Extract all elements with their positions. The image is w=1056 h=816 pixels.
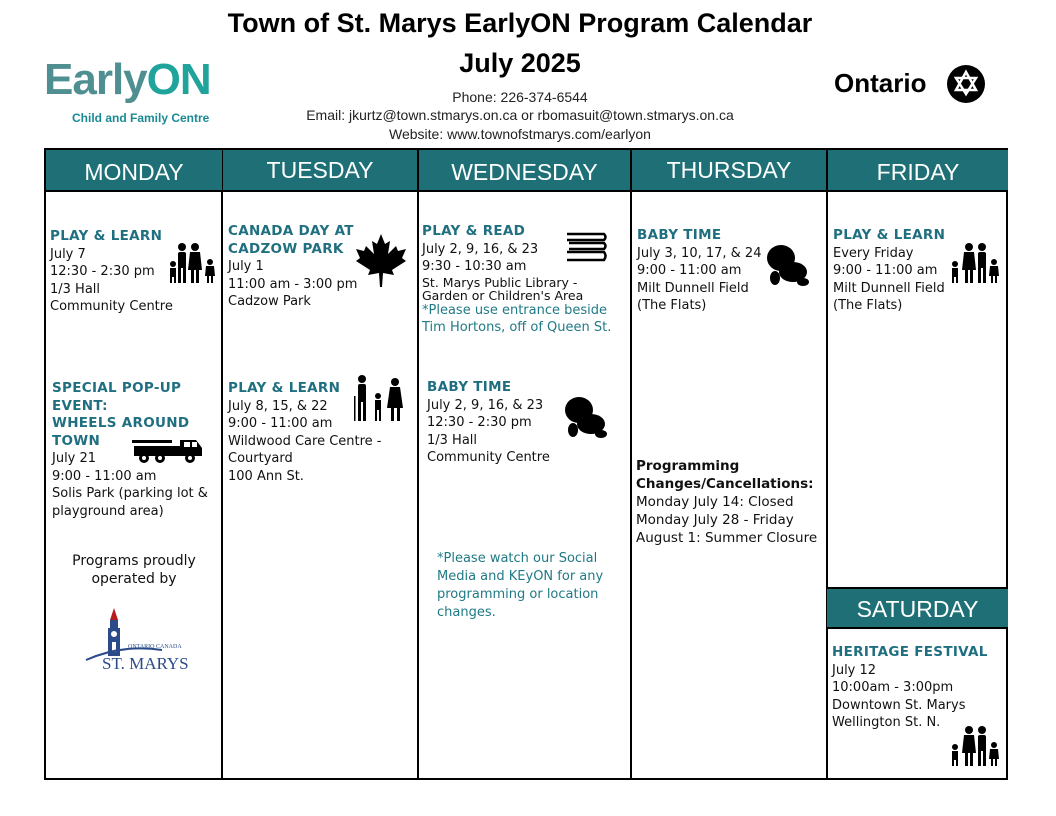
books-icon xyxy=(564,230,608,264)
operated-by-text: Programs proudly operated by xyxy=(72,553,196,587)
monday-play-learn: PLAY & LEARN July 7 12:30 - 2:30 pm 1/3 Hall Community Centre xyxy=(50,228,173,314)
earlyon-logo xyxy=(40,55,230,130)
header-wednesday: WEDNESDAY xyxy=(419,150,630,192)
header-tuesday: TUESDAY xyxy=(223,150,417,192)
fire-truck-icon xyxy=(132,436,204,464)
header-saturday: SATURDAY xyxy=(827,587,1008,629)
tuesday-canada-day: CANADA DAY AT CADZOW PARK July 1 11:00 am - 3:00 pm Cadzow Park xyxy=(228,223,358,309)
contact-phone: Phone: 226-374-6544 xyxy=(452,89,588,105)
calendar-grid xyxy=(44,148,1008,780)
monday-wheels-around-town: SPECIAL POP-UP EVENT: WHEELS AROUND TOWN July 21 9:00 - 11:00 am Solis Park (parking lot & playground area) xyxy=(52,380,208,519)
crawling-baby-icon xyxy=(762,242,812,288)
header-monday: MONDAY xyxy=(46,150,222,192)
wednesday-play-read: PLAY & READ July 2, 9, 16, & 23 9:30 - 10:30 am St. Marys Public Library - Garden or Children's Area *Please use entrance beside Tim Hortons, off of Queen St. xyxy=(422,223,612,335)
maple-leaf-icon xyxy=(354,232,408,288)
saturday-heritage-festival: HERITAGE FESTIVAL July 12 10:00am - 3:00pm Downtown St. Marys Wellington St. N. xyxy=(832,644,988,730)
trillium-icon xyxy=(946,64,986,104)
stmarys-wordmark: ST. MARYS xyxy=(102,654,189,673)
ontario-wordmark: Ontario xyxy=(834,68,927,98)
grandparents-family-icon xyxy=(352,374,408,422)
stmarys-ontario-canada: ONTARIO CANADA xyxy=(128,644,182,650)
ontario-logo xyxy=(834,64,994,104)
contact-email[interactable]: Email: jkurtz@town.stmarys.on.ca or rbomasuit@town.stmarys.on.ca xyxy=(306,107,734,123)
page-title: Town of St. Marys EarlyON Program Calendar xyxy=(227,8,813,38)
page-subtitle-month: July 2025 xyxy=(459,48,581,78)
contact-website[interactable]: Website: www.townofstmarys.com/earlyon xyxy=(389,126,651,142)
earlyon-tagline: Child and Family Centre xyxy=(72,111,210,125)
programming-changes: Programming Changes/Cancellations: Monday July 14: Closed Monday July 28 - Friday August 1: Summer Closure xyxy=(636,458,818,546)
crawling-baby-icon xyxy=(561,394,609,440)
earlyon-wordmark: EarlyON xyxy=(44,55,211,104)
header-thursday: THURSDAY xyxy=(632,150,826,192)
stmarys-logo xyxy=(82,604,192,684)
friday-play-learn: PLAY & LEARN Every Friday 9:00 - 11:00 am Milt Dunnell Field (The Flats) xyxy=(833,227,946,313)
wednesday-baby-time: BABY TIME July 2, 9, 16, & 23 12:30 - 2:30 pm 1/3 Hall Community Centre xyxy=(427,379,550,465)
family-icon xyxy=(950,724,1000,768)
wednesday-social-note: *Please watch our Social Media and KEyON for any programming or location changes. xyxy=(437,551,604,620)
thursday-baby-time: BABY TIME July 3, 10, 17, & 24 9:00 - 11:00 am Milt Dunnell Field (The Flats) xyxy=(637,227,762,313)
family-icon xyxy=(168,242,218,284)
family-icon xyxy=(950,242,1000,284)
header-friday: FRIDAY xyxy=(828,150,1008,192)
tuesday-play-learn: PLAY & LEARN July 8, 15, & 22 9:00 - 11:00 am Wildwood Care Centre - Courtyard 100 Ann St. xyxy=(228,380,382,484)
